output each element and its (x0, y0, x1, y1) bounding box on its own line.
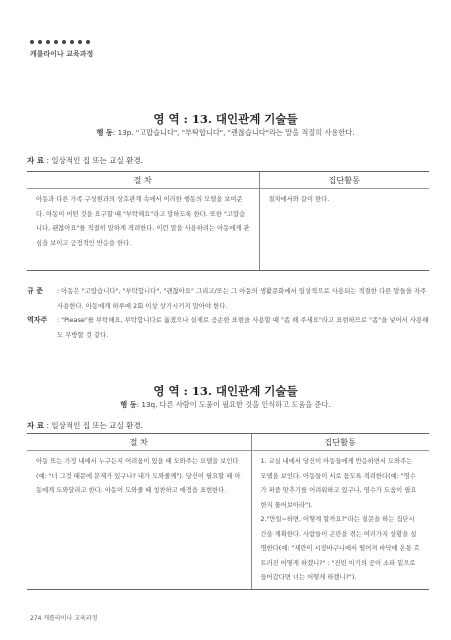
note-key: 규 준 (27, 287, 43, 295)
header-dots-decoration (30, 40, 90, 44)
section-2-area-title (0, 383, 451, 399)
material-label: 자 료 (27, 421, 45, 430)
procedure-cell: 아동 또는 가정 내에서 누구든지 어려움이 있을 때 도와주는 모델을 보인다(예: "너 그것 때문에 문제가 있구나? 내가 도와줄께"). 당신이 필요할 때 아동에게 도와달라고 한다. 아동이 도와줄 때 칭찬하고 애정을 표현한다. (27, 451, 251, 590)
group-step-1: 1. 교실 내에서 당신이 아동들에게 반응하면서 도와주는 모델을 보인다. 아동들이 서로 돕도록 격려한다(예: "영수가 퍼즐 맞추기를 어려워하고 있구나, 영수가 도움이 필요한지 물어보아라"). (260, 458, 417, 509)
group-cell: 절차에서와 같이 한다. (259, 189, 429, 271)
procedure-cell: 아동과 다른 가족 구성원과의 상호관계 속에서 이러한 행동의 모델을 보여준다. 아동이 어떤 것을 요구할 때 "부탁해요"라고 말하도록 한다. 또한 "고맙습니다, 괜찮아요"를 적절히 말하게 격려한다. 이런 말을 사용하려는 아동에게 관심을 보이고 긍정적인 반응을 한다. (27, 189, 259, 271)
material-label: 자 료 (27, 156, 45, 165)
page-footer (30, 613, 97, 622)
section-1-activity-table (27, 171, 429, 271)
procedure-column-header: 절 차 (27, 434, 251, 451)
group-cell (251, 451, 429, 590)
note-text: : "Please"를 부탁해요, 부탁합니다로 옮겼으나 실제로 공손한 표현을 사용할 때 "좀 해 주세요"라고 표현하므로 "좀"을 넣어서 사용해도 무방할 것 같다. (57, 316, 429, 339)
section-1-notes (27, 284, 429, 342)
group-column-header: 집단활동 (259, 172, 429, 189)
area-title-text: : 13. 대인관계 기술들 (183, 112, 298, 126)
material-text: : 일상적인 집 또는 교실 환경. (46, 421, 144, 430)
note-text: : 아동은 "고맙습니다", "부탁합니다", "괜찮아요" 그리고/또는 그 아동의 생활문화에서 일상적으로 사용되는 적절한 다른 말들을 자주 사용한다. 아동에게 하루에 2회 이상 상기시키지 말아야 한다. (57, 287, 427, 310)
section-1-material (27, 155, 143, 166)
page-number: 274 (30, 615, 42, 622)
note-translator (27, 313, 429, 342)
group-step-2: 2."만일~하면, 어떻게 할까요?"라는 질문을 하는 집단시간을 계획한다. 사람들이 곤란을 겪는 여러가지 상황을 설명한다(예: "제란이 시장바구니에서 떨어져 바닥에 온통 흐트러진 어떻게 하겠니?" : "진빈 이기의 공이 소파 밑으로 들어갔다면 너는 어떻게 하겠니?"). (260, 516, 420, 581)
behavior-text: : 13q. 다른 사람이 도움이 필요한 것을 인식하고 도움을 준다. (136, 400, 331, 409)
behavior-text: : 13p. "고맙습니다", "부탁합니다", "괜찮습니다"라는 말을 적절히 사용한다. (112, 128, 355, 137)
section-1-area-title (0, 111, 451, 127)
note-criteria (27, 284, 429, 313)
behavior-label: 행 동 (120, 400, 137, 409)
header-brand: 캐롤라이나 교육과정 (30, 50, 94, 58)
section-1-behavior (0, 128, 451, 138)
group-column-header: 집단활동 (251, 434, 429, 451)
area-label: 영 역 (153, 112, 180, 126)
section-2-behavior (0, 400, 451, 410)
section-2-activity-table (27, 433, 429, 590)
material-text: : 일상적인 집 또는 교실 환경. (46, 156, 144, 165)
area-label: 영 역 (153, 384, 180, 398)
note-key: 역자주 (27, 316, 48, 324)
procedure-column-header: 절 차 (27, 172, 259, 189)
area-title-text: : 13. 대인관계 기술들 (183, 384, 298, 398)
section-2-material (27, 420, 143, 431)
footer-title: 캐롤라이나 교육과정 (43, 615, 98, 622)
behavior-label: 행 동 (96, 128, 113, 137)
